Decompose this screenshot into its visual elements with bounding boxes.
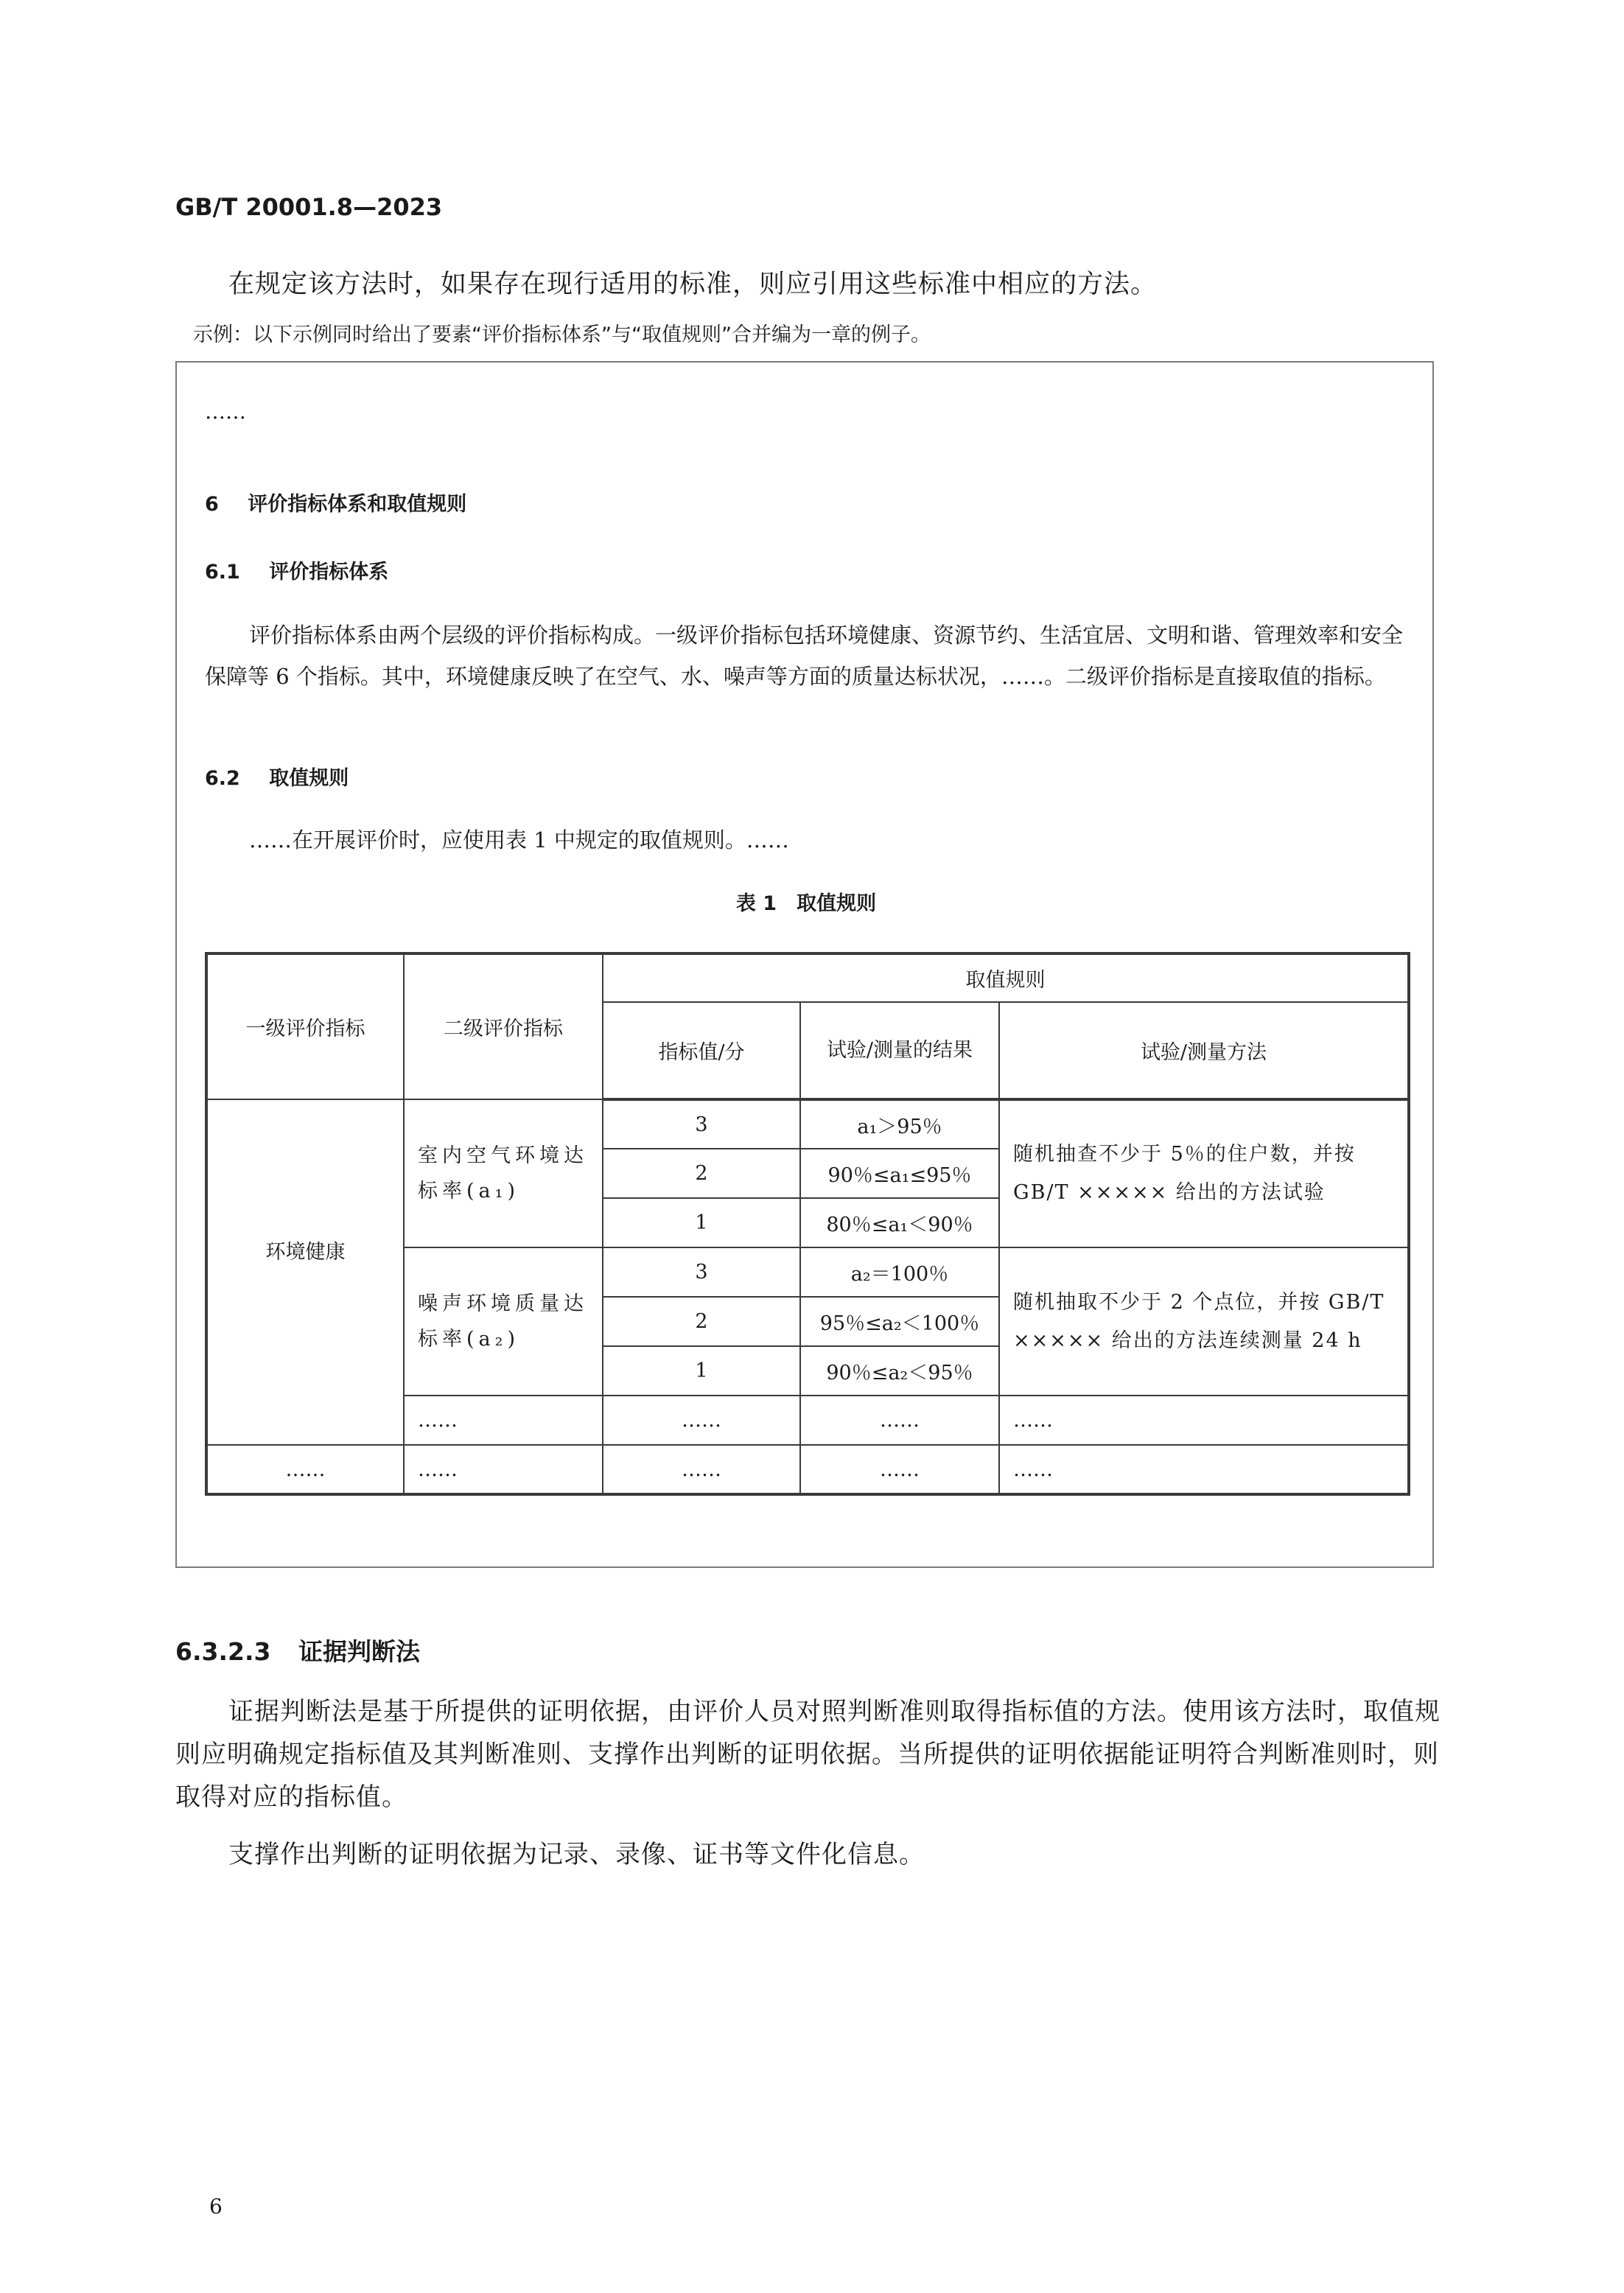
page-number: 6: [209, 2194, 223, 2219]
noise-score-1: 3: [603, 1247, 800, 1297]
section-6-2-title: 取值规则: [269, 767, 349, 790]
chapter-6-heading: [205, 488, 466, 517]
air-method: 随机抽查不少于 5％的住户数，并按 GB/T ××××× 给出的方法试验: [999, 1099, 1409, 1247]
ellipsis-cell: ……: [999, 1396, 1409, 1445]
section-6-1-number: 6.1: [205, 561, 240, 584]
header-level2: 二级评价指标: [404, 953, 603, 1099]
section-6-3-2-3-number: 6.3.2.3: [175, 1637, 271, 1666]
noise-score-2: 2: [603, 1297, 800, 1346]
section-6-2-paragraph: ……在开展评价时，应使用表 1 中规定的取值规则。……: [249, 827, 789, 853]
header-rules: 取值规则: [603, 953, 1409, 1002]
ellipsis-cell: ……: [404, 1396, 603, 1445]
noise-result-2: 95％≤a₂＜100％: [800, 1297, 999, 1346]
example-box: [175, 361, 1434, 1568]
air-result-1: a₁＞95％: [800, 1099, 999, 1149]
ellipsis-top: ……: [205, 399, 246, 424]
section-6-2-number: 6.2: [205, 767, 240, 790]
header-level1: 一级评价指标: [206, 953, 404, 1099]
air-score-3: 1: [603, 1198, 800, 1247]
table-row: [206, 1099, 1409, 1149]
rules-table: [205, 952, 1410, 1496]
air-result-2: 90％≤a₁≤95％: [800, 1149, 999, 1198]
evidence-paragraph-2: 支撑作出判断的证明依据为记录、录像、证书等文件化信息。: [228, 1840, 925, 1869]
ellipsis-cell: ……: [404, 1445, 603, 1494]
air-score-1: 3: [603, 1099, 800, 1149]
intro-paragraph: 在规定该方法时，如果存在现行适用的标准，则应引用这些标准中相应的方法。: [228, 270, 1158, 299]
ellipsis-cell: ……: [999, 1445, 1409, 1494]
noise-result-1: a₂＝100％: [800, 1247, 999, 1297]
air-result-3: 80％≤a₁＜90％: [800, 1198, 999, 1247]
header-score: 指标值/分: [603, 1002, 800, 1099]
table-row: [206, 1445, 1409, 1494]
ellipsis-cell: ……: [603, 1396, 800, 1445]
noise-indicator-name: 噪声环境质量达标率(a₂): [404, 1247, 603, 1396]
air-indicator-name: 室内空气环境达标率(a₁): [404, 1099, 603, 1247]
chapter-6-number: 6: [205, 493, 219, 516]
section-6-3-2-3-title: 证据判断法: [298, 1637, 420, 1666]
header-result: 试验/测量的结果: [800, 1002, 999, 1099]
air-score-2: 2: [603, 1149, 800, 1198]
ellipsis-cell: ……: [206, 1445, 404, 1494]
section-6-1-heading: [205, 556, 388, 584]
evidence-paragraph-1: 证据判断法是基于所提供的证明依据，由评价人员对照判断准则取得指标值的方法。使用该方法时，取值规则应明确规定指标值及其判断准则、支撑作出判断的证明依据。当所提供的证明依据能证明符合判断准则时，则取得对应的指标值。: [175, 1697, 1441, 1812]
ellipsis-cell: ……: [800, 1396, 999, 1445]
section-6-1-title: 评价指标体系: [269, 561, 389, 584]
section-6-2-heading: [205, 762, 349, 791]
noise-result-3: 90％≤a₂＜95％: [800, 1346, 999, 1396]
table-caption: 表 1 取值规则: [735, 892, 877, 915]
section-6-3-2-3-heading: [175, 1633, 420, 1667]
section-6-1-paragraph: 评价指标体系由两个层级的评价指标构成。一级评价指标包括环境健康、资源节约、生活宜居、文明和谐、管理效率和安全保障等 6 个指标。其中，环境健康反映了在空气、水、噪声等方面的质量达标状况，……。二级评价指标是直接取值的指标。: [205, 623, 1404, 689]
chapter-6-title: 评价指标体系和取值规则: [248, 493, 467, 516]
header-method: 试验/测量方法: [999, 1002, 1409, 1099]
noise-score-3: 1: [603, 1346, 800, 1396]
noise-method: 随机抽取不少于 2 个点位，并按 GB/T ××××× 给出的方法连续测量 24 h: [999, 1247, 1409, 1396]
document-header: GB/T 20001.8—2023: [175, 193, 443, 221]
ellipsis-cell: ……: [800, 1445, 999, 1494]
example-note: 示例：以下示例同时给出了要素“评价指标体系”与“取值规则”合并编为一章的例子。: [193, 323, 931, 346]
ellipsis-cell: ……: [603, 1445, 800, 1494]
level1-env-health: 环境健康: [206, 1099, 404, 1445]
